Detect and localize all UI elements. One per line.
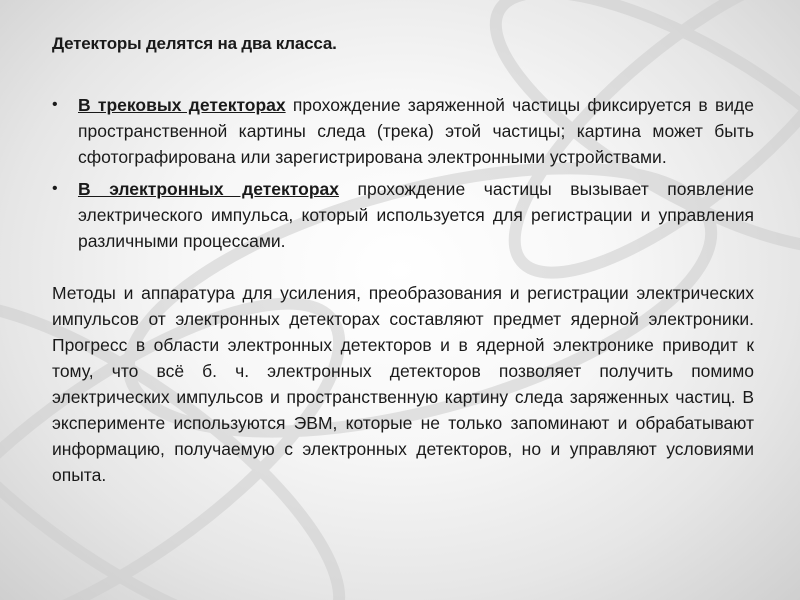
nuclear-electronics-paragraph: Методы и аппаратура для усиления, преобразования и регистрации электрических импульсов от электронных детекторах составляют предмет ядерной электроники. Прогресс в области электронных детекторов и в ядерной электронике приводит к тому, что всё б. ч. электронных детекторов позволяет получить помимо электрических импульсов и пространственную картину следа заряженных частиц. В эксперименте используются ЭВМ, которые не только запоминают и обрабатывают информацию, получаемую с электронных детекторов, но и управляют условиями опыта.: [52, 283, 754, 485]
slide-content: [52, 34, 754, 488]
list-item-electronic-detectors: [78, 176, 754, 254]
detector-class-list: [52, 92, 754, 254]
term-electronic-detectors: В электронных детекторах: [78, 179, 339, 199]
description-track-detectors: прохождение заряженной частицы фиксируется в виде пространственной картины следа (трека) этой частицы; картина может быть сфотографирована или зарегистрирована электронными устройствами.: [78, 95, 754, 167]
slide-heading: Детекторы делятся на два класса.: [52, 34, 337, 53]
description-electronic-detectors: прохождение частицы вызывает появление электрического импульса, который используется для регистрации и управления различными процессами.: [78, 179, 754, 251]
term-track-detectors: В трековых детекторах: [78, 95, 286, 115]
list-item-track-detectors: [78, 92, 754, 170]
